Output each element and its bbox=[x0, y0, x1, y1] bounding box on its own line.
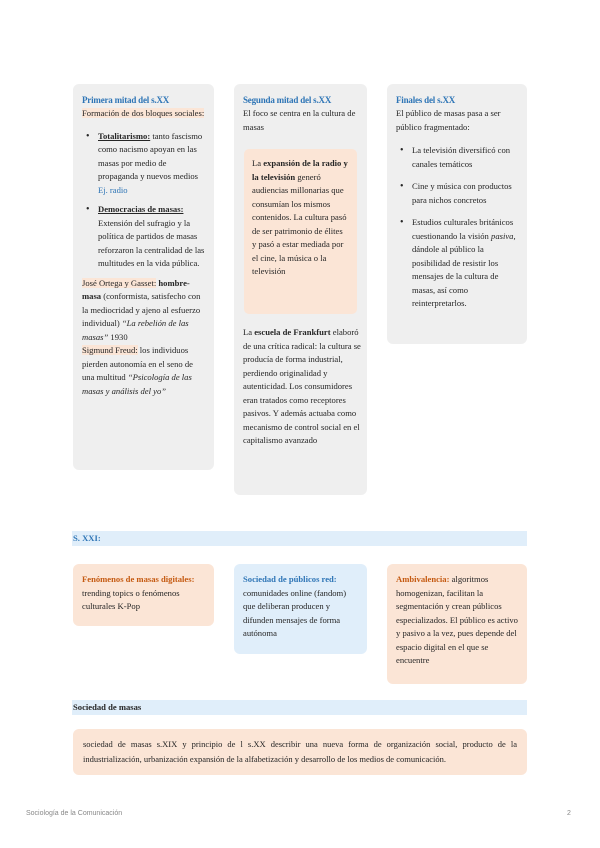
ortega-paragraph bbox=[82, 277, 205, 399]
subtitle bbox=[82, 107, 205, 121]
list-item bbox=[396, 180, 518, 207]
author-name: Sigmund Freud: bbox=[82, 345, 138, 355]
card-title: Segunda mitad del s.XX bbox=[243, 95, 332, 105]
intro: El foco se centra en la cultura de masas bbox=[243, 108, 356, 132]
term: Fenómenos de masas digitales: bbox=[82, 574, 195, 584]
card-sociedad-red bbox=[234, 564, 367, 654]
term: hombre-masa bbox=[82, 277, 190, 301]
card-title: Finales del s.XX bbox=[396, 95, 456, 105]
card-text: trending topics o fenómenos culturales K-Pop bbox=[82, 587, 180, 611]
book-title: “La rebelión de las masas” bbox=[82, 318, 189, 342]
bullet-list bbox=[396, 144, 518, 311]
item-text: Cine y música con productos para nichos concretos bbox=[412, 181, 512, 205]
item-text: tanto fascismo como nacismo apoyan en las masas por medio de propaganda y nuevos medios bbox=[98, 130, 203, 181]
frankfurt-text: elaboró de una crítica radical: la cultura se producía de forma industrial, perdiendo originalidad y autenticidad. Los consumidores eran tratados como receptores pasivos. Y además actuaba como mecanismo de control social en el capitalismo avanzado bbox=[243, 327, 361, 445]
term: escuela de Frankfurt bbox=[254, 327, 331, 337]
paragraph-text: los individuos pierden autonomía en el seno de una multitud bbox=[82, 345, 193, 382]
item-text: Estudios culturales británicos cuestionando la visión pasiva, dándole al público la posibilidad de resistir los mensajes de la cultura de masas, así como reinterpretarlos. bbox=[412, 217, 516, 308]
term: Democracias de masas: bbox=[98, 204, 184, 214]
card-ambivalencia bbox=[387, 564, 527, 684]
card-text: comunidades online (fandom) que deliberan producen y difunden mensajes de forma autónoma bbox=[243, 587, 347, 638]
example-link[interactable]: Ej. radio bbox=[98, 184, 128, 195]
item-text: La televisión diversificó con canales temáticos bbox=[412, 145, 511, 169]
inner-pre: La bbox=[252, 158, 264, 168]
year: 1930 bbox=[108, 331, 128, 342]
footer-title: Sociología de la Comunicación bbox=[26, 810, 123, 817]
summary-text: sociedad de masas s.XIX y principio de l s.XX describir una nueva forma de organización social, producto de la industrialización, urbanización expansión de la alfabetización y desarrollo de los medios de comunicación. bbox=[83, 739, 517, 764]
term: Totalitarismo: bbox=[98, 130, 151, 141]
frankfurt-pre: La bbox=[243, 327, 255, 337]
frankfurt-paragraph bbox=[243, 326, 361, 448]
list-item bbox=[82, 130, 205, 198]
term: Sociedad de públicos red: bbox=[243, 574, 337, 584]
summary-box bbox=[73, 729, 527, 775]
paragraph-text: (conformista, satisfecho con la mediocridad y ajeno al esfuerzo individual) bbox=[82, 291, 201, 328]
page-number: 2 bbox=[567, 810, 571, 817]
list-item bbox=[396, 144, 518, 171]
card-text: algoritmos homogenizan, facilitan la segmentación y crean públicos especializados. El público es activo y pasivo a la vez, pues depende del espacio digital en el que se encuentre bbox=[396, 574, 518, 665]
book-title: “Psicología de las masas y análisis del yo” bbox=[82, 372, 192, 396]
item-text: Extensión del sufragio y la política de partidos de masas reforzaron la centralidad de las multitudes en la vida pública. bbox=[98, 217, 205, 268]
italic-word: pasiva bbox=[491, 230, 514, 241]
inner-text: generó audiencias millonarias que consumían los mismos contenidos. La cultura pasó de ser patrimonio de élites y pasó a estar mediada por el cine, la música o la televisión bbox=[252, 171, 347, 276]
section-band-xxi: S. XXI: bbox=[72, 531, 527, 546]
term: Ambivalencia: bbox=[396, 574, 450, 584]
section-band-sociedad: Sociedad de masas bbox=[72, 700, 527, 715]
term: expansión de la radio y la televisión bbox=[252, 158, 348, 182]
card-title: Primera mitad del s.XX bbox=[82, 95, 170, 105]
bullet-list bbox=[82, 130, 205, 271]
card-fenomenos bbox=[73, 564, 214, 626]
author-name: José Ortega y Gasset: bbox=[82, 277, 157, 288]
inner-callout bbox=[244, 149, 357, 314]
intro: El público de masas pasa a ser público fragmentado: bbox=[396, 108, 501, 132]
card-primera-mitad bbox=[73, 84, 214, 470]
list-item bbox=[396, 216, 518, 311]
subtitle-text: Formación de dos bloques sociales: bbox=[82, 108, 205, 118]
list-item bbox=[82, 203, 205, 271]
card-finales bbox=[387, 84, 527, 344]
